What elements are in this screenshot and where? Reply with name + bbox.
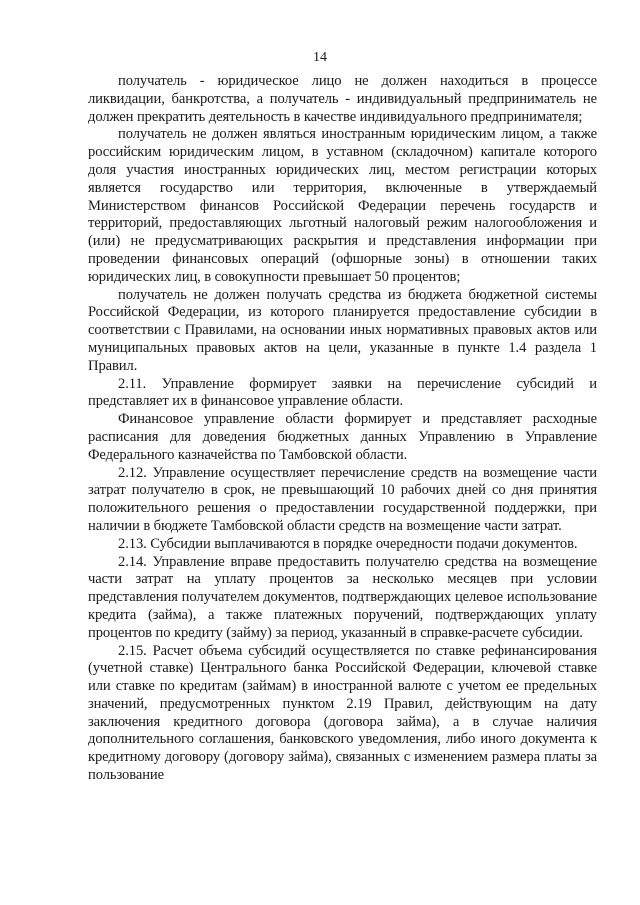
paragraph-foreign-entity: получатель не должен являться иностранным юридическим лицом, а также российским юридическим лицом, в уставном (складочном) капитале которого доля участия иностранных юридических лиц, местом регистрации которых является государство или территория, включенные в утверждаемый Министерством финансов Российской Федерации перечень государств и территорий, предоставляющих льготный налоговый режим налогообложения и (или) не предусматривающих раскрытия и представления информации при проведении финансовых операций (офшорные зоны) в отношении таких юридических лиц, в совокупности превышает 50 процентов; [88, 126, 597, 285]
paragraph-2-11: 2.11. Управление формирует заявки на перечисление субсидий и представляет их в финансовое управление области. [88, 375, 597, 410]
paragraph-budget-funds: получатель не должен получать средства из бюджета бюджетной системы Российской Федерации, из которого планируется предоставление субсидии в соответствии с Правилами, на основании иных нормативных правовых актов или муниципальных правовых актов на цели, указанные в пункте 1.4 раздела 1 Правил. [88, 286, 597, 374]
paragraph-finance-department: Финансовое управление области формирует и представляет расходные расписания для доведения бюджетных данных Управлению в Управление Федерального казначейства по Тамбовской области. [88, 411, 597, 463]
paragraph-2-14: 2.14. Управление вправе предоставить получателю средства на возмещение части затрат на уплату процентов за несколько месяцев при условии представления получателем документов, подтверждающих целевое использование кредита (займа), а также платежных поручений, подтверждающих уплату процентов по кредиту (займу) за период, указанный в справке-расчете субсидии. [88, 553, 597, 641]
page-number: 14 [313, 50, 327, 65]
paragraph-liquidation: получатель - юридическое лицо не должен находиться в процессе ликвидации, банкротства, а получатель - индивидуальный предприниматель не должен прекратить деятельность в качестве индивидуального предпринимателя; [88, 73, 597, 125]
paragraph-2-13: 2.13. Субсидии выплачиваются в порядке очередности подачи документов. [118, 535, 578, 552]
document-body [88, 73, 597, 785]
paragraph-2-15: 2.15. Расчет объема субсидий осуществляется по ставке рефинансирования (учетной ставке) Центрального банка Российской Федерации, ключевой ставке или ставке по кредитам (займам) в иностранной валюте с учетом ее предельных значений, предусмотренных пунктом 2.19 Правил, действующим на дату заключения кредитного договора (договора займа), а в случае наличия дополнительного соглашения, банковского уведомления, либо иного документа к кредитному договору (договору займа), связанных с изменением размера платы за пользование [88, 642, 597, 784]
paragraph-2-12: 2.12. Управление осуществляет перечисление средств на возмещение части затрат получателю в срок, не превышающий 10 рабочих дней со дня принятия положительного решения о предоставлении государственной поддержки, при наличии в бюджете Тамбовской области средств на возмещение части затрат. [88, 464, 597, 534]
